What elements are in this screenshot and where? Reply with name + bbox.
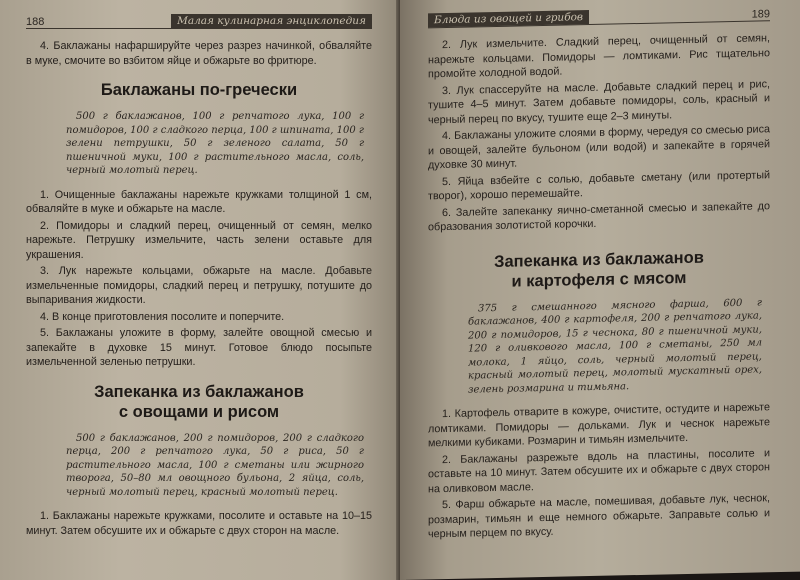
page-number: 188: [26, 16, 45, 28]
recipe-step: 2. Баклажаны разрежьте вдоль на пластины, посолите и оставьте на 10 минут. Затем обсушите их и обжарьте с двух сторон на оливковом масле.: [428, 446, 770, 495]
recipe-step: 5. Фарш обжарьте на масле, помешивая, добавьте лук, чеснок, розмарин, тимьян и еще немного обжарьте. Заправьте солью и черным перцем по вкусу.: [428, 492, 770, 541]
recipe-step: 5. Яйца взбейте с солью, добавьте сметану (или протертый творог), хорошо перемешайте.: [428, 168, 770, 203]
running-title: Малая кулинарная энциклопедия: [171, 14, 372, 28]
page-number: 189: [751, 8, 770, 21]
right-page: [400, 0, 800, 580]
recipe-step: 2. Лук измельчите. Сладкий перец, очищенный от семян, нарежьте кольцами. Помидоры — ломтиками. Рис тщательно промойте холодной водой.: [428, 32, 770, 81]
left-page-header: [26, 8, 372, 29]
recipe-title: [26, 382, 372, 422]
running-title: Блюда из овощей и грибов: [428, 10, 589, 27]
recipe-title-line: с овощами и рисом: [118, 402, 280, 421]
recipe-title: [428, 246, 770, 293]
recipe-step: 4. В конце приготовления посолите и поперчите.: [40, 310, 285, 323]
recipe-step: 1. Картофель отварите в кожуре, очистите, остудите и нарежьте ломтиками. Помидоры — дольками. Лук и чеснок нарежьте мелкими кубиками. Розмарин и тимьян измельчите.: [428, 401, 770, 450]
recipe-step: 3. Лук спассеруйте на масле. Добавьте сладкий перец и рис, тушите 4–5 минут. Затем добавьте помидоры, соль, красный и черный перец по вкусу, тушите еще 2–3 минуты.: [428, 77, 770, 126]
recipe-title-line: Запеканка из баклажанов: [94, 382, 304, 401]
recipe-title: Баклажаны по-гречески: [100, 81, 298, 99]
recipe-step: 4. Баклажаны уложите слоями в форму, чередуя со смесью риса и овощей, залейте бульоном (или водой) и запекайте в горячей духовке 30 минут.: [428, 123, 770, 172]
recipe-step: 1. Баклажаны нарежьте кружками, посолите и оставьте на 10–15 минут. Затем обсушите их и обжарьте с двух сторон на масле.: [26, 510, 372, 537]
recipe-step: 2. Помидоры и сладкий перец, очищенный от семян, мелко нарежьте. Петрушку измельчите, часть зелени оставьте для украшения.: [26, 219, 372, 261]
recipe-step: 1. Очищенные баклажаны нарежьте кружками толщиной 1 см, обваляйте в муке и обжарьте на масле.: [26, 188, 372, 215]
ingredients-list: 500 г баклажанов, 100 г репчатого лука, 100 г помидоров, 100 г сладкого перца, 100 г шпината, 100 г зелени петрушки, 50 г зеленого салата, 50 г пшеничной муки, 100 г растительного масла, соль, черный молотый перец.: [66, 111, 364, 176]
recipe-step: 5. Баклажаны уложите в форму, залейте овощной смесью и запекайте в духовке 15 минут. Готовое блюдо посыпьте измельченной зеленью петрушки.: [26, 327, 372, 368]
ingredients-list: 500 г баклажанов, 200 г помидоров, 200 г сладкого перца, 200 г репчатого лука, 50 г риса, 50 г растительного масла, 100 г сметаны или жирного творога, 50–80 мл овощного бульона, 2 яйца, соль, черный молотый перец, красный молотый перец.: [66, 432, 364, 498]
recipe-step: 3. Лук нарежьте кольцами, обжарьте на масле. Добавьте измельченные помидоры, сладкий перец и петрушку, потушите до выпаривания жидкости.: [26, 265, 372, 306]
recipe-step: 6. Залейте запеканку яично-сметанной смесью и запекайте до образования золотистой корочки.: [428, 199, 770, 234]
right-page-header: [428, 0, 770, 28]
ingredients-list: 375 г смешанного мясного фарша, 600 г баклажанов, 400 г картофеля, 200 г репчатого лука, 200 г помидоров, 15 г чеснока, 80 г пшеничной муки, 120 г оливкового масла, 100 г сметаны, 250 мл молока, 1 яйцо, соль, черный молотый перец, красный молотый перец, молотый мускатный орех, зелень розмарина и тимьяна.: [468, 296, 762, 396]
recipe-title-line: и картофеля с мясом: [511, 268, 687, 291]
recipe-title-line: Запеканка из баклажанов: [494, 248, 704, 271]
paragraph: 4. Баклажаны нафаршируйте через разрез начинкой, обваляйте в муке, смочите во взбитом яйце и обжарьте во фритюре.: [26, 40, 372, 67]
